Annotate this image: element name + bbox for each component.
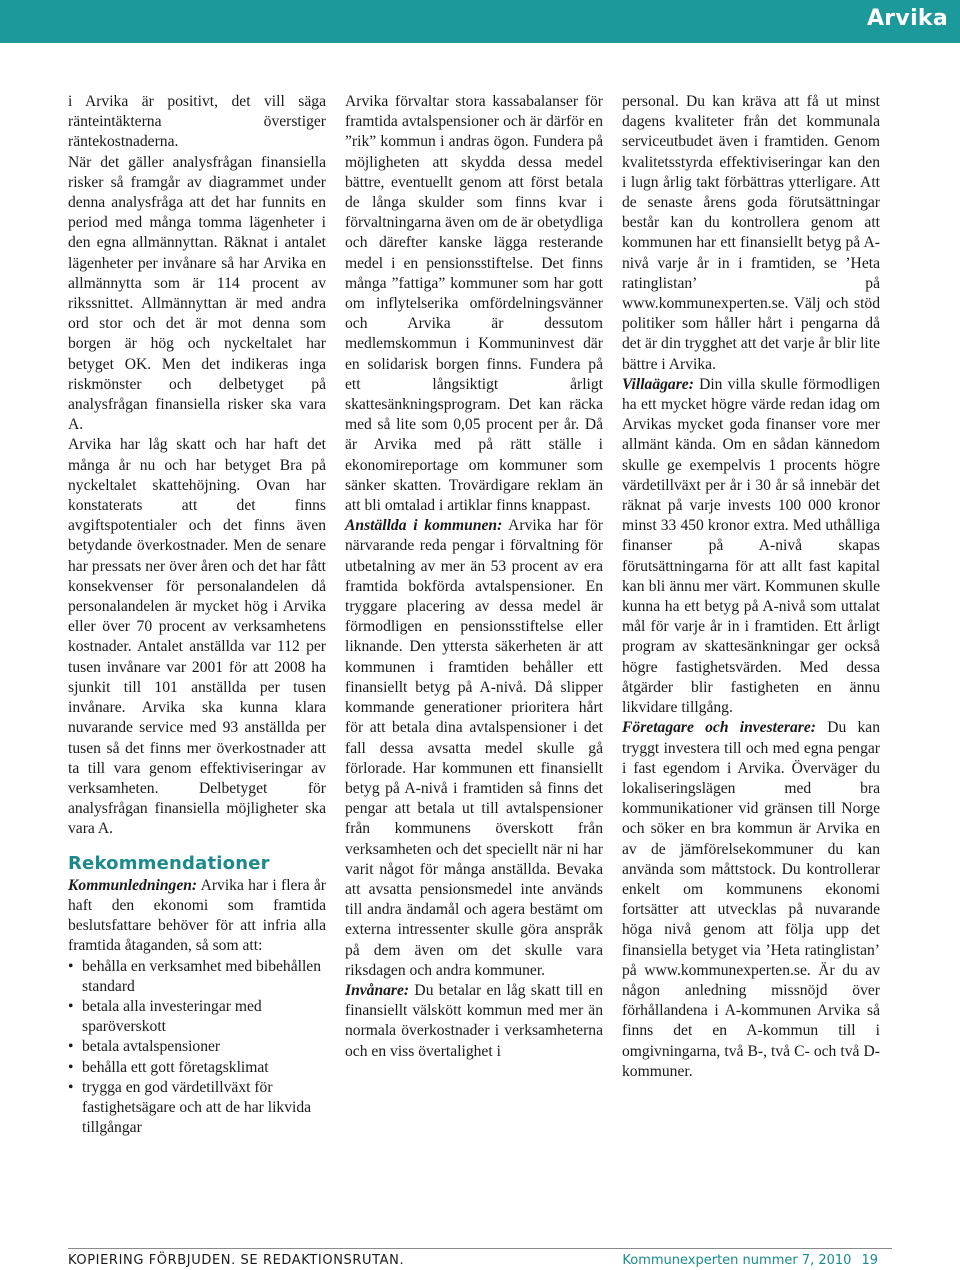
paragraph xyxy=(622,718,880,1082)
paragraph-lead: Invånare: xyxy=(345,981,410,999)
column-2 xyxy=(345,92,603,1062)
footer-divider xyxy=(68,1248,892,1249)
bullet-list xyxy=(68,957,326,1139)
publication-name: Kommunexperten nummer 7, 2010 xyxy=(622,1253,852,1268)
footer-publication xyxy=(622,1253,878,1268)
list-item: • behålla ett gott företagsklimat xyxy=(68,1058,326,1078)
header-bar xyxy=(0,0,960,43)
list-item: • behålla en verksamhet med bibehållen standard xyxy=(68,957,326,997)
paragraph-lead: Kommunledningen: xyxy=(68,876,198,894)
footer-copyright: KOPIERING FÖRBJUDEN. SE REDAKTIONSRUTAN. xyxy=(68,1253,405,1268)
paragraph xyxy=(345,516,603,981)
paragraph: När det gäller analysfrågan finansiella risker så framgår av diagrammet under denna analysfråga att det har funnits en period med många tomma lägenheter i den egna allmännyttan. Räknat i antalet lägenheter per invånare så har Arvika en allmännytta som är 114 procent av rikssnittet. Allmännyttan är med andra ord stor och det är mot denna som borgen är hög och nyckeltalet har betyget OK. Men det indikeras inga riskmönster och delbetyget på analysfrågan finansiella risker ska vara A. xyxy=(68,153,326,434)
column-3 xyxy=(622,92,880,1082)
list-item: • betala alla investeringar med sparöverskott xyxy=(68,997,326,1037)
paragraph-text: Arvika har i flera år haft den ekonomi som framtida beslutsfattare behöver för att infria alla framtida åtaganden, så som att: xyxy=(68,876,326,955)
paragraph xyxy=(622,375,880,718)
paragraph xyxy=(345,981,603,1062)
paragraph-text: Din villa skulle förmodligen ha ett mycket högre värde redan idag om Arvikas mycket goda finanser vore mer allmänt kända. Om en sådan kännedom skulle ge exempelvis 1 procents högre värdetillväxt per år i 30 år så innebär det räknat på varje invests 100 000 kronor minst 33 450 kronor extra. Med uthålliga finanser på A-nivå skapas förutsättningarna för att allt fast kapital kan bli ännu mer värt. Kommunen skulle kunna ha ett betyg på A-nivå som uttalat mål för varje år in i framtiden. Ett årligt program av skattesänkningar ger också högre fastighetsvärden. Med dessa åtgärder blir fastigheten en ännu likvidare tillgång. xyxy=(622,375,880,717)
page-title: Arvika xyxy=(866,6,948,31)
paragraph-lead: Anställda i kommunen: xyxy=(345,517,503,535)
paragraph-lead: Företagare och investerare: xyxy=(622,719,816,737)
paragraph: Arvika har låg skatt och har haft det många år nu och har betyget Bra på nyckeltalet skattehöjning. Ovan har konstaterats att det finns avgiftspotentialer och det finns även betydande överkostnader. Men de senare har pressats ner över åren och det har fått konsekvenser för personalandelen då personalandelen är mycket hög i Arvika eller över 70 procent av verksamhetens kostnader. Antalet anställda var 112 per tusen invånare var 2001 för att 2008 ha sjunkit till 101 anställda per tusen invånare. Arvika ska kunna klara nuvarande service med 93 anställda per tusen så det finns mer överkostnader att ta till vara genom effektiviseringar av verksamheten. Delbetyget för analysfrågan finansiella möjligheter ska vara A. xyxy=(68,436,326,838)
paragraph-text: Du betalar en låg skatt till en finansiellt välskött kommun med mer än normala överkostnader i verksamheterna och en viss övertalighet i xyxy=(345,981,603,1060)
section-heading: Rekommendationer xyxy=(68,852,270,874)
paragraph: Arvika förvaltar stora kassabalanser för framtida avtalspensioner och är därför en ”rik” kommun i andras ögon. Fundera på möjligheten att skydda dessa medel bättre, eventuellt genom att först betala de långa skulder som finns kvar i förvaltningarna även om de är obetydliga och därefter kanske lägga resterande medel i en pensionsstiftelse. Det finns många ”fattiga” kommuner som har gott om inflytelserika omfördelningsvänner och Arvika är dessutom medlemskommun i Kommuninvest där en solidarisk borgen finns. Fundera på ett långsiktigt årligt skattesänkningsprogram. Det kan räcka med så lite som 0,05 procent per år. Då är Arvika med på rätt ställe i ekonomireportage om kommuner som sänker skatten. Trovärdigare reklam än att bli omtalad i artiklar finns knappast. xyxy=(345,93,603,515)
paragraph-text: Arvika har för närvarande reda pengar i förvaltning för utbetalning av mer än 53 procent av era framtida bokförda avtalspensioner. En tryggare placering av dessa medel är förmodligen en pensionsstiftelse eller liknande. Den yttersta säkerheten är att kommunen i framtiden behåller ett finansiellt betyg på A-nivå. Då slipper kommande generationer prioritera hårt för att betala dina avtalspensioner i det fall dessa avsatta medel skulle gå förlorade. Har kommunen ett finansiellt betyg på A-nivå i framtiden så finns det pengar att betala ut till avtalspensioner från kommunens överskott från verksamheten och det speciellt när ni har varit något för många anställda. Bevaka att avsatta pensionsmedel inte används till andra ändamål och agera bestämt om externa intressenter skulle göra anspråk på dem även om det skulle vara riksdagen och andra kommuner. xyxy=(345,517,603,979)
column-1 xyxy=(68,92,326,1138)
paragraph: i Arvika är positivt, det vill säga ränteintäkterna överstiger räntekostnaderna. xyxy=(68,93,326,151)
list-item: • trygga en god värdetillväxt för fastighetsägare och att de har likvida tillgångar xyxy=(68,1078,326,1139)
paragraph-text: Du kan tryggt investera till och med egna pengar i fast egendom i Arvika. Överväger du lokaliseringslägen med bra kommunikationer vid gränsen till Norge och söker en bra kommun är Arvika en av de jämförelsekommuner du kan använda som måttstock. Du kontrollerar enkelt om kommunens ekonomi fortsätter att utvecklas på nuvarande höga nivå genom att följa upp det finansiella betyget via ’Heta ratinglistan’ på www.kommunexperten.se. Är du av någon anledning missnöjd över förhållandena i A-kommunen Arvika så finns det en A-kommun till i omgivningarna, två B-, två C- och två D-kommuner. xyxy=(622,719,880,1080)
paragraph xyxy=(68,876,326,957)
page-number: 19 xyxy=(861,1253,878,1268)
paragraph-lead: Villaägare: xyxy=(622,375,694,393)
paragraph: personal. Du kan kräva att få ut minst dagens kvaliteter från det kommunala serviceutbudet även i framtiden. Genom kvalitetsstyrda effektiviseringar kan den i lugn årlig takt förbättras ytterligare. Att de senaste årens goda förutsättningar består kan du kontrollera genom att kommunen har ett finansiellt betyg på A-nivå varje år in i framtiden, se ’Heta ratinglistan’ på www.kommunexperten.se. Välj och stöd politiker som håller hårt i pengarna då det är din trygghet att det varje år blir lite bättre i Arvika. xyxy=(622,93,880,373)
list-item: • betala avtalspensioner xyxy=(68,1037,326,1057)
